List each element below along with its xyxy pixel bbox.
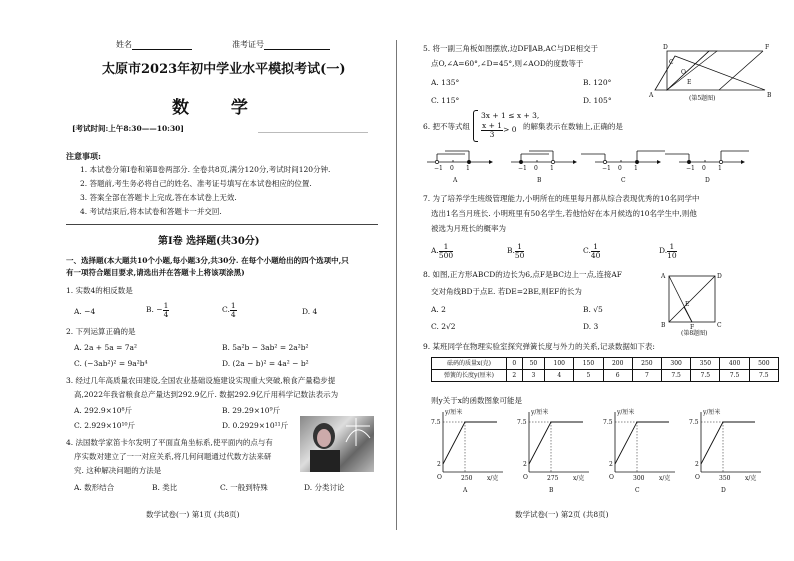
q7-option-c <box>583 243 600 259</box>
q3-option-a: A. 292.9×10⁸斤 <box>74 406 132 415</box>
q3-option-b: B. 29.29×10⁹斤 <box>222 406 281 415</box>
q8-stem-1: 8. 如图,正方形ABCD的边长为6,点F是BC边上一点,连接AF <box>423 270 622 279</box>
graph-x-tick-label: 250 <box>461 475 473 482</box>
number-line-tick-label: 1 <box>550 165 554 172</box>
q3-stem-2: 高,2022年我省粮食总产量达到292.9亿斤. 数据292.9亿斤用科学记数法表示为 <box>74 390 339 399</box>
q2-option-d: D. (2a − b)² = 4a² − b² <box>222 359 309 368</box>
graph-x-label: x/克 <box>487 475 499 482</box>
q9-stem: 9. 某班同学在物理实验室探究弹簧长度与外力的关系,记录数据如下表: <box>423 342 655 351</box>
note-1: 1. 本试卷分第Ⅰ卷和第Ⅱ卷两部分. 全卷共8页,满分120分,考试时间120分钟. <box>80 165 331 174</box>
q5-triangle-figure <box>647 42 777 102</box>
q7-d-num: 1 <box>667 243 677 252</box>
q7-c-fraction <box>591 243 601 259</box>
q5-label-e: E <box>687 79 692 86</box>
name-field <box>116 40 192 50</box>
table-cell: 250 <box>632 358 661 370</box>
q7-d-den: 10 <box>667 250 677 260</box>
q8-option-d: D. 3 <box>583 322 599 331</box>
number-line-option-label: C <box>621 177 626 184</box>
graph-x-tick-label: 350 <box>719 475 731 482</box>
graph-origin-label: O <box>523 474 528 481</box>
q6-fraction <box>481 122 503 138</box>
graph-y-high-label: 7.5 <box>431 419 441 426</box>
q2-option-b: B. 5a²b − 3ab² = 2a²b² <box>222 343 309 352</box>
q9-function-graphs <box>427 408 777 494</box>
note-2: 2. 答题前,考生务必将自己的姓名、准考证号填写在本试卷相应的位置. <box>80 179 312 188</box>
q1-option-b <box>146 302 169 318</box>
q7-option-b <box>507 243 524 259</box>
q5-figure-caption: (第5题图) <box>689 95 716 102</box>
notes-rule <box>66 224 378 225</box>
graph-y-high-label: 7.5 <box>517 419 527 426</box>
table-cell: 7.5 <box>749 370 778 382</box>
q6-ineq-2 <box>481 122 517 138</box>
q4-stem-1: 4. 法国数学家笛卡尔发明了平面直角坐标系,使平面内的点与有 <box>66 438 273 447</box>
q1-option-c <box>222 302 237 318</box>
q8-label-d: D <box>717 273 722 280</box>
q6-num: x + 1 <box>482 121 503 130</box>
name-label: 姓名 <box>116 40 132 49</box>
graph-origin-label: O <box>609 474 614 481</box>
q8-label-c: C <box>717 322 722 329</box>
q1-option-d: D. 4 <box>302 307 318 316</box>
q6-ineq-1: 3x + 1 ≤ x + 3, <box>481 111 540 120</box>
endpoint-dot <box>435 160 438 163</box>
q8-label-a: A <box>661 273 666 280</box>
q7-b-num: 1 <box>515 243 525 252</box>
q1-b-den: 4 <box>163 309 169 319</box>
table-cell: 400 <box>720 358 749 370</box>
q1-c-den: 4 <box>230 309 236 319</box>
q5-stem-1: 5. 将一副三角板如图摆放,边DF∥AB,AC与DE相交于 <box>423 44 599 53</box>
q6-brace <box>473 110 478 142</box>
q4-option-d: D. 分类讨论 <box>304 483 345 492</box>
q6-den: 3 <box>489 129 495 139</box>
arrow-icon <box>741 160 745 164</box>
q7-d-label: D. <box>659 246 668 255</box>
q8-option-a: A. 2 <box>431 305 446 314</box>
q9-data-table <box>431 357 779 382</box>
q5-label-o: O <box>681 69 686 76</box>
dash-rule <box>258 132 368 133</box>
graph-x-label: x/克 <box>745 475 757 482</box>
table-cell: 5 <box>574 370 603 382</box>
number-line-tick-label: 1 <box>634 165 638 172</box>
arrow-icon <box>657 160 661 164</box>
table-cell: 200 <box>603 358 632 370</box>
table-cell: 7.5 <box>662 370 691 382</box>
q1-option-b-label: B. − <box>146 305 163 314</box>
q8-option-b: B. √5 <box>583 305 603 314</box>
graph-y-high-label: 7.5 <box>689 419 699 426</box>
q9-row-mass <box>432 358 779 370</box>
graph-option-label: C <box>635 487 640 494</box>
q5-label-b: B <box>767 92 772 99</box>
id-field <box>232 40 330 50</box>
graph-x-tick-label: 300 <box>633 475 645 482</box>
table-cell: 7.5 <box>720 370 749 382</box>
q5-label-a: A <box>649 92 654 99</box>
portrait-sketch-icon <box>300 416 374 472</box>
number-line-tick-label: 0 <box>618 165 622 172</box>
table-cell: 100 <box>545 358 574 370</box>
graph-y-low-label: 2 <box>609 461 613 468</box>
section-intro-1: 一、选择题(本大题共10个小题,每小题3分,共30分. 在每个小题给出的四个选项中,只 <box>66 256 349 265</box>
q5-option-b: B. 120° <box>583 78 612 87</box>
table-cell: 4 <box>545 370 574 382</box>
endpoint-dot <box>687 160 690 163</box>
table-cell: 6 <box>603 370 632 382</box>
q3-stem-1: 3. 经过几年高质量农田建设,全国农业基础设施建设实现重大突破,粮食产量稳步提 <box>66 376 336 385</box>
graph-origin-label: O <box>437 474 442 481</box>
endpoint-dot <box>603 160 606 163</box>
graph-function-line <box>701 422 755 464</box>
q7-stem-1: 7. 为了培养学生班级管理能力,小明所在的班里每月都从综合表现优秀的10名同学中 <box>423 194 700 203</box>
q9-row-length <box>432 370 779 382</box>
graph-option-label: A <box>463 487 468 494</box>
number-line-option-label: D <box>705 177 710 184</box>
table-cell: 150 <box>574 358 603 370</box>
table-cell: 3 <box>522 370 544 382</box>
note-4: 4. 考试结束后,将本试卷和答题卡一并交回. <box>80 207 222 216</box>
page-2-footer: 数学试卷(一) 第2页 (共8页) <box>515 510 609 519</box>
q4-option-c: C. 一般到特殊 <box>220 483 268 492</box>
id-blank <box>264 41 330 50</box>
graph-function-line <box>529 422 583 464</box>
q7-a-fraction <box>439 243 453 259</box>
endpoint-dot <box>551 160 554 163</box>
graph-y-low-label: 2 <box>437 461 441 468</box>
q5-label-c: C <box>669 59 674 66</box>
q2-option-a: A. 2a + 5a = 7a² <box>74 343 138 352</box>
q7-c-num: 1 <box>591 243 601 252</box>
q2-stem: 2. 下列运算正确的是 <box>66 327 136 336</box>
q1-c-num: 1 <box>230 301 236 310</box>
arrow-icon <box>489 160 493 164</box>
q9-head-mass: 砝码的质量x(克) <box>432 358 507 370</box>
number-line-tick-label: 1 <box>466 165 470 172</box>
arrow-icon <box>573 160 577 164</box>
graph-y-label: y/厘米 <box>617 409 635 416</box>
table-cell: 7.5 <box>691 370 720 382</box>
section-intro-2: 有一项符合题目要求,请选出并在答题卡上将该项涂黑) <box>66 268 245 277</box>
table-cell: 50 <box>522 358 544 370</box>
q8-option-c: C. 2√2 <box>431 322 456 331</box>
endpoint-dot <box>635 160 638 163</box>
number-line-tick-label: −1 <box>602 165 611 172</box>
q6-stem-pre: 6. 把不等式组 <box>423 122 471 131</box>
q7-stem-3: 被选为月班长的概率为 <box>431 224 506 233</box>
exam-title: 太原市2023年初中学业水平模拟考试(一) <box>102 62 346 77</box>
q1-stem: 1. 实数4的相反数是 <box>66 286 133 295</box>
q9-after: 则y关于x的函数图象可能是 <box>431 396 522 405</box>
time-note: [考试时间:上午8:30——10:30] <box>72 124 184 133</box>
q7-stem-2: 选出1名当月班长. 小明班里有50名学生,若他恰好在本月候选的10名学生中,则他 <box>431 209 697 218</box>
q8-square-figure <box>661 272 725 332</box>
graph-y-low-label: 2 <box>523 461 527 468</box>
number-line-tick-label: −1 <box>686 165 695 172</box>
note-3: 3. 答案全部在答题卡上完成,答在本试卷上无效. <box>80 193 237 202</box>
q5-option-d: D. 105° <box>583 96 612 105</box>
q9-head-length: 弹簧的长度y(厘米) <box>432 370 507 382</box>
graph-x-label: x/克 <box>659 475 671 482</box>
page-2 <box>397 0 794 561</box>
q4-option-a: A. 数形结合 <box>74 483 115 492</box>
endpoint-dot <box>519 160 522 163</box>
q5-stem-2: 点O,∠A=60°,∠D=45°,则∠AOD的度数等于 <box>431 59 584 68</box>
q1-option-c-label: C. <box>222 305 230 314</box>
graph-x-label: x/克 <box>573 475 585 482</box>
q8-label-f: F <box>690 324 695 331</box>
q6-number-lines <box>427 144 767 184</box>
table-cell: 300 <box>662 358 691 370</box>
q7-c-den: 40 <box>590 250 601 260</box>
q5-label-f: F <box>765 44 770 51</box>
section-title: 第Ⅰ卷 选择题(共30分) <box>158 236 260 247</box>
table-cell: 7 <box>632 370 661 382</box>
graph-option-label: B <box>549 487 554 494</box>
q8-label-e: E <box>685 301 690 308</box>
q8-label-b: B <box>661 322 666 329</box>
graph-function-line <box>443 422 497 464</box>
q4-stem-2: 序实数对建立了一一对应关系,将几何问题通过代数方法来研 <box>74 452 272 461</box>
q7-a-num: 1 <box>439 243 453 252</box>
table-cell: 350 <box>691 358 720 370</box>
graph-y-low-label: 2 <box>695 461 699 468</box>
graph-y-label: y/厘米 <box>531 409 549 416</box>
q7-b-den: 50 <box>514 250 525 260</box>
q7-d-fraction <box>667 243 677 259</box>
q1-b-num: 1 <box>163 301 169 310</box>
graph-x-tick-label: 275 <box>547 475 559 482</box>
q7-c-label: C. <box>583 246 591 255</box>
q7-a-den: 500 <box>438 250 454 260</box>
table-cell: 500 <box>749 358 778 370</box>
endpoint-dot <box>719 160 722 163</box>
graph-function-line <box>615 422 669 464</box>
graph-y-label: y/厘米 <box>445 409 463 416</box>
notes-title: 注意事项: <box>66 151 101 161</box>
q7-b-fraction <box>515 243 525 259</box>
q7-option-d <box>659 243 677 259</box>
number-line-tick-label: 0 <box>534 165 538 172</box>
table-cell: 2 <box>507 370 523 382</box>
graph-y-label: y/厘米 <box>703 409 721 416</box>
q1-option-a: A. −4 <box>74 307 96 316</box>
q7-b-label: B. <box>507 246 515 255</box>
q6-ineq-2-tail: > 0 <box>503 125 517 134</box>
number-line-tick-label: 1 <box>718 165 722 172</box>
q5-option-c: C. 115° <box>431 96 460 105</box>
q7-a-label: A. <box>431 246 439 255</box>
number-line-option-label: B <box>537 177 542 184</box>
q8-figure-caption: (第8题图) <box>681 330 708 337</box>
graph-option-label: D <box>721 487 726 494</box>
number-line-tick-label: 0 <box>702 165 706 172</box>
number-line-tick-label: −1 <box>518 165 527 172</box>
q5-label-d: D <box>663 44 668 51</box>
q3-option-d: D. 0.2929×10¹¹斤 <box>222 421 289 430</box>
name-blank <box>132 41 192 50</box>
descartes-portrait-image <box>300 416 374 472</box>
subject-title: 数 学 <box>172 98 266 118</box>
q1-c-fraction <box>230 302 237 318</box>
number-line-tick-label: 0 <box>450 165 454 172</box>
graph-y-high-label: 7.5 <box>603 419 613 426</box>
q6-stem-post: 的解集表示在数轴上,正确的是 <box>523 122 623 131</box>
q7-option-a <box>431 243 453 259</box>
number-line-tick-label: −1 <box>434 165 443 172</box>
number-line-option-label: A <box>453 177 458 184</box>
table-cell: 0 <box>507 358 523 370</box>
q5-option-a: A. 135° <box>431 78 460 87</box>
q3-option-c: C. 2.929×10¹⁰斤 <box>74 421 136 430</box>
q1-b-fraction <box>163 302 170 318</box>
q2-option-c: C. (−3ab²)² = 9a²b⁴ <box>74 359 148 368</box>
q8-stem-2: 交对角线BD于点E. 若DE=2BE,则EF的长为 <box>431 287 582 296</box>
graph-origin-label: O <box>695 474 700 481</box>
endpoint-dot <box>467 160 470 163</box>
q4-stem-3: 究. 这种解决问题的方法是 <box>74 466 162 475</box>
q4-option-b: B. 类比 <box>152 483 178 492</box>
id-label: 准考证号 <box>232 40 264 49</box>
page-1-footer: 数学试卷(一) 第1页 (共8页) <box>146 510 240 519</box>
